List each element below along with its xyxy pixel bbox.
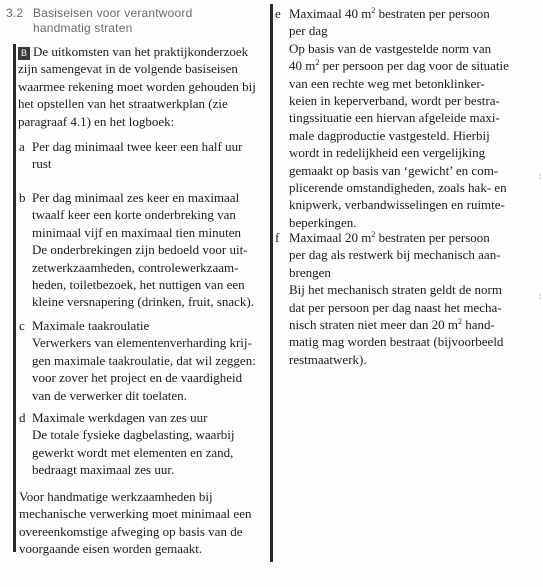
item-line: De onderbrekingen zijn bedoeld voor uit- <box>32 242 248 258</box>
item-line: minimaal vijf en maximaal tien minuten <box>32 224 242 240</box>
item-line: dat per persoon per dag naast het mecha- <box>289 299 502 315</box>
item-line: twaalf keer een korte onderbreking van <box>32 207 236 223</box>
section-title-line2: handmatig straten <box>33 21 133 35</box>
item-line: Per dag minimaal zes keer en maximaal <box>32 190 240 205</box>
item-line: per dag als restwerk bij mechanisch aan- <box>289 247 501 263</box>
item-line: bedraagt maximaal zes uur. <box>32 462 175 478</box>
page-edge-marks: : : <box>538 171 541 301</box>
item-letter: b <box>19 190 26 205</box>
item-line: van de verwerker dit toelaten. <box>32 387 187 403</box>
requirement-item-d <box>19 409 264 479</box>
item-line: De totale fysieke dagbelasting, waarbij <box>32 427 235 443</box>
item-line: Maximaal 40 $m^2$ bestraten per persoon <box>289 6 490 21</box>
requirement-item-b <box>19 189 264 311</box>
item-line: rust <box>32 156 52 172</box>
section-heading <box>6 6 192 36</box>
requirement-item-f <box>275 229 537 368</box>
item-line: wordt in redelijkheid een vergelijking <box>289 145 486 161</box>
item-line: Maximaal 20 $m^2$ bestraten per persoon <box>289 230 490 245</box>
item-line: kleine versnapering (drinken, fruit, snack). <box>32 294 255 310</box>
margin-bar-left <box>13 44 16 552</box>
section-title-line1: Basiseisen voor verantwoord <box>33 6 193 20</box>
closing-line: voorgaande eisen worden gemaakt. <box>19 541 203 557</box>
closing-paragraph <box>19 488 264 558</box>
item-line: Bij het mechanisch straten geldt de norm <box>289 282 502 298</box>
b-badge-icon: B <box>18 47 30 60</box>
item-line: gewerkt wordt met elementen en zand, <box>32 444 234 460</box>
intro-paragraph <box>18 43 258 130</box>
item-line: keien in keperverband, wordt per bestra- <box>289 93 500 109</box>
item-letter: e <box>275 6 281 21</box>
item-line: knipwerk, verbandwisselingen en ruimte- <box>289 197 505 213</box>
item-line: restmaatwerk). <box>289 351 367 367</box>
item-letter: a <box>19 139 25 154</box>
item-line: 40 $m^2$ per persoon per dag voor de situatie <box>289 58 509 74</box>
requirement-item-e <box>275 5 537 231</box>
item-letter: d <box>19 410 26 425</box>
item-line: beperkingen. <box>289 214 357 230</box>
item-line: brengen <box>289 264 331 280</box>
requirement-item-c <box>19 317 264 404</box>
item-line: nisch straten niet meer dan 20 $m^2$ hand- <box>289 317 495 333</box>
item-line: van een rechte weg met betonklinker- <box>289 75 485 91</box>
item-line: Per dag minimaal twee keer een half uur <box>32 139 243 154</box>
item-letter: f <box>275 230 280 245</box>
requirement-item-a <box>19 138 259 173</box>
section-number: 3.2 <box>6 6 24 20</box>
item-line: gemaakt op basis van ‘gewicht’ en com- <box>289 162 499 178</box>
item-line: Verwerkers van elementenverharding krij- <box>32 335 252 351</box>
item-letter: c <box>19 318 25 333</box>
item-line: gen maximale taakroulatie, dat wil zeggen: <box>32 352 256 368</box>
margin-bar-right <box>270 4 273 562</box>
item-line: Maximale werkdagen van zes uur <box>32 410 208 425</box>
item-line: male dagproductie vastgesteld. Hierbij <box>289 127 490 143</box>
closing-line: overeenkomstige afweging op basis van de <box>19 523 243 539</box>
item-line: per dag <box>289 23 328 39</box>
closing-line: mechanische verwerking moet minimaal een <box>19 506 252 522</box>
item-line: tingssituatie een hiervan afgeleide maxi- <box>289 110 500 126</box>
item-line: matig mag worden bestraat (bijvoorbeeld <box>289 334 504 350</box>
item-line: zetwerkzaamheden, controlewerkzaam- <box>32 259 239 275</box>
item-line: Op basis van de vastgestelde norm van <box>289 40 492 56</box>
closing-line: Voor handmatige werkzaamheden bij <box>19 489 213 504</box>
item-line: Maximale taakroulatie <box>32 318 150 333</box>
intro-text: De uitkomsten van het praktijkonderzoek zijn samengevat in de volgende basiseisen waarmee rekening moet worden gehouden bij het opstellen van het straatwerkplan (zie paragraaf 4.1) en het logboek: <box>18 44 256 129</box>
item-line: plicerende omstandigheden, zoals hak- en <box>289 180 507 196</box>
item-line: heden, toiletbezoek, het nuttigen van een <box>32 277 245 293</box>
item-line: voor zover het project en de vaardigheid <box>32 370 243 386</box>
